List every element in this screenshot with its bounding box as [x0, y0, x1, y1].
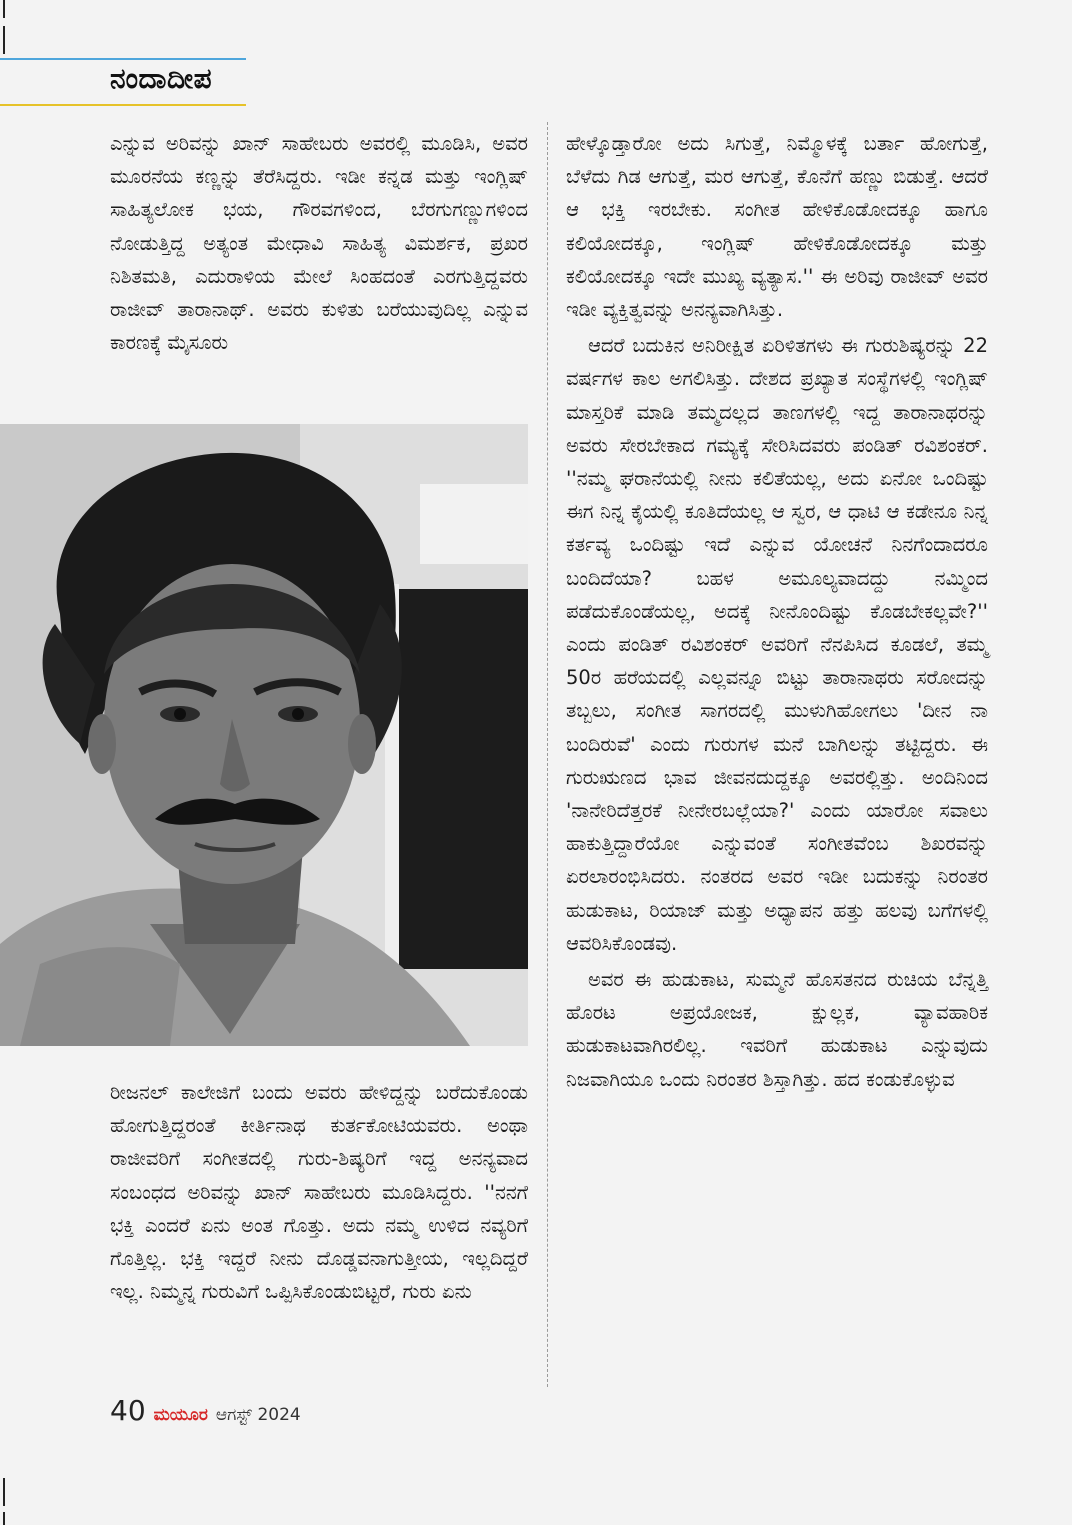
right-column [566, 127, 988, 1096]
paragraph: ಹೇಳ್ಕೊಡ್ತಾರೋ ಅದು ಸಿಗುತ್ತೆ, ನಿಮ್ಮೊಳಕ್ಕೆ ಬರ್ತಾ ಹೋಗುತ್ತೆ, ಬೆಳೆದು ಗಿಡ ಆಗುತ್ತೆ, ಮರ ಆಗುತ್ತೆ, ಕೊನೆಗೆ ಹಣ್ಣು ಬಿಡುತ್ತೆ. ಆದರೆ ಆ ಭಕ್ತಿ ಇರಬೇಕು. ಸಂಗೀತ ಹೇಳಿಕೊಡೋದಕ್ಕೂ ಹಾಗೂ ಕಲಿಯೋದಕ್ಕೂ, ಇಂಗ್ಲಿಷ್ ಹೇಳಿಕೊಡೋದಕ್ಕೂ ಮತ್ತು ಕಲಿಯೋದಕ್ಕೂ ಇದೇ ಮುಖ್ಯ ವ್ಯತ್ಯಾಸ.'' ಈ ಅರಿವು ರಾಜೀವ್ ಅವರ ಇಡೀ ವ್ಯಕ್ತಿತ್ವವನ್ನು ಅನನ್ಯವಾಗಿಸಿತ್ತು. [566, 132, 988, 322]
paragraph: ರೀಜನಲ್ ಕಾಲೇಜಿಗೆ ಬಂದು ಅವರು ಹೇಳಿದ್ದನ್ನು ಬರೆದುಕೊಂಡು ಹೋಗುತ್ತಿದ್ದರಂತೆ ಕೀರ್ತಿನಾಥ ಕುರ್ತಕೋಟಿಯವರು. ಅಂಥಾ ರಾಜೀವರಿಗೆ ಸಂಗೀತದಲ್ಲಿ ಗುರು-ಶಿಷ್ಯರಿಗೆ ಇದ್ದ ಅನನ್ಯವಾದ ಸಂಬಂಧದ ಅರಿವನ್ನು ಖಾನ್ ಸಾಹೇಬರು ಮೂಡಿಸಿದ್ದರು. ''ನನಗೆ ಭಕ್ತಿ ಎಂದರೆ ಏನು ಅಂತ ಗೊತ್ತು. ಅದು ನಮ್ಮ ಉಳಿದ ನವ್ಯರಿಗೆ ಗೊತ್ತಿಲ್ಲ. ಭಕ್ತಿ ಇದ್ದರೆ ನೀನು ದೊಡ್ಡವನಾಗುತ್ತೀಯ, ಇಲ್ಲದಿದ್ದರೆ ಇಲ್ಲ. ನಿಮ್ಮನ್ನ ಗುರುವಿಗೆ ಒಪ್ಪಿಸಿಕೊಂಡುಬಿಟ್ಟರೆ, ಗುರು ಏನು [110, 1081, 528, 1304]
page-number: 40 [110, 1394, 146, 1427]
crop-mark-bottom-left [3, 1478, 5, 1506]
left-column-top [110, 127, 528, 359]
paragraph: ಆದರೆ ಬದುಕಿನ ಅನಿರೀಕ್ಷಿತ ಏರಿಳಿತಗಳು ಈ ಗುರುಶಿಷ್ಯರನ್ನು 22 ವರ್ಷಗಳ ಕಾಲ ಅಗಲಿಸಿತ್ತು. ದೇಶದ ಪ್ರಖ್ಯಾತ ಸಂಸ್ಥೆಗಳಲ್ಲಿ ಇಂಗ್ಲಿಷ್ ಮಾಸ್ತರಿಕೆ ಮಾಡಿ ತಮ್ಮದಲ್ಲದ ತಾಣಗಳಲ್ಲಿ ಇದ್ದ ತಾರಾನಾಥರನ್ನು ಅವರು ಸೇರಬೇಕಾದ ಗಮ್ಯಕ್ಕೆ ಸೇರಿಸಿದವರು ಪಂಡಿತ್ ರವಿಶಂಕರ್. ''ನಮ್ಮ ಘರಾನೆಯಲ್ಲಿ ನೀನು ಕಲಿತೆಯಲ್ಲ, ಅದು ಏನೋ ಒಂದಿಷ್ಟು ಈಗ ನಿನ್ನ ಕೈಯಲ್ಲಿ ಕೂತಿದೆಯಲ್ಲ ಆ ಸ್ವರ, ಆ ಧಾಟಿ ಆ ಕಡೇನೂ ನಿನ್ನ ಕರ್ತವ್ಯ ಒಂದಿಷ್ಟು ಇದೆ ಎನ್ನುವ ಯೋಚನೆ ನಿನಗೆಂದಾದರೂ ಬಂದಿದೆಯಾ? ಬಹಳ ಅಮೂಲ್ಯವಾದದ್ದು ನಮ್ಮಿಂದ ಪಡೆದುಕೊಂಡೆಯಲ್ಲ, ಅದಕ್ಕೆ ನೀನೊಂದಿಷ್ಟು ಕೊಡಬೇಕಲ್ಲವೇ?'' ಎಂದು ಪಂಡಿತ್ ರವಿಶಂಕರ್ ಅವರಿಗೆ ನೆನಪಿಸಿದ ಕೂಡಲೆ, ತಮ್ಮ 50ರ ಹರೆಯದಲ್ಲಿ ಎಲ್ಲವನ್ನೂ ಬಿಟ್ಟು ತಾರಾನಾಥರು ಸರೋದನ್ನು ತಬ್ಬಲು, ಸಂಗೀತ ಸಾಗರದಲ್ಲಿ ಮುಳುಗಿಹೋಗಲು 'ದೀನ ನಾ ಬಂದಿರುವೆ' ಎಂದು ಗುರುಗಳ ಮನೆ ಬಾಗಿಲನ್ನು ತಟ್ಟಿದ್ದರು. ಈ ಗುರುಋಣದ ಭಾವ ಜೀವನದುದ್ದಕ್ಕೂ ಅವರಲ್ಲಿತ್ತು. ಅಂದಿನಿಂದ 'ನಾನೇರಿದೆತ್ತರಕೆ ನೀನೇರಬಲ್ಲೆಯಾ?' ಎಂದು ಯಾರೋ ಸವಾಲು ಹಾಕುತ್ತಿದ್ದಾರೆಯೋ ಎನ್ನುವಂತೆ ಸಂಗೀತವೆಂಬ ಶಿಖರವನ್ನು ಏರಲಾರಂಭಿಸಿದರು. ನಂತರದ ಅವರ ಇಡೀ ಬದುಕನ್ನು ನಿರಂತರ ಹುಡುಕಾಟ, ರಿಯಾಜ್ ಮತ್ತು ಅಧ್ಯಾಪನ ಹತ್ತು ಹಲವು ಬಗೆಗಳಲ್ಲಿ ಆವರಿಸಿಕೊಂಡವು. [566, 334, 988, 955]
portrait-photo [0, 424, 528, 1046]
portrait-illustration [0, 424, 528, 1046]
header-accent-top [0, 58, 246, 60]
page-footer [110, 1394, 301, 1427]
left-column-bottom [110, 1076, 528, 1308]
section-title: ನಂದಾದೀಪ [110, 62, 213, 95]
magazine-name: ಮಯೂರ [153, 1405, 208, 1425]
crop-mark-top-left-mid [3, 26, 5, 54]
paragraph: ಅವರ ಈ ಹುಡುಕಾಟ, ಸುಮ್ಮನೆ ಹೊಸತನದ ರುಚಿಯ ಬೆನ್ನತ್ತಿ ಹೊರಟ ಅಪ್ರಯೋಜಕ, ಕ್ಷುಲ್ಲಕ, ವ್ಯಾವಹಾರಿಕ ಹುಡುಕಾಟವಾಗಿರಲಿಲ್ಲ. ಇವರಿಗೆ ಹುಡುಕಾಟ ಎನ್ನುವುದು ನಿಜವಾಗಿಯೂ ಒಂದು ನಿರಂತರ ಶಿಸ್ತಾಗಿತ್ತು. ಹದ ಕಂಡುಕೊಳ್ಳುವ [566, 968, 988, 1091]
crop-mark-top-left [3, 0, 5, 18]
crop-mark-bottom-left-low [3, 1512, 5, 1525]
issue-date: ಆಗಸ್ಟ್ 2024 [215, 1405, 301, 1425]
paragraph: ಎನ್ನುವ ಅರಿವನ್ನು ಖಾನ್ ಸಾಹೇಬರು ಅವರಲ್ಲಿ ಮೂಡಿಸಿ, ಅವರ ಮೂರನೆಯ ಕಣ್ಣನ್ನು ತೆರೆಸಿದ್ದರು. ಇಡೀ ಕನ್ನಡ ಮತ್ತು ಇಂಗ್ಲಿಷ್ ಸಾಹಿತ್ಯಲೋಕ ಭಯ, ಗೌರವಗಳಿಂದ, ಬೆರಗುಗಣ್ಣುಗಳಿಂದ ನೋಡುತ್ತಿದ್ದ ಅತ್ಯಂತ ಮೇಧಾವಿ ಸಾಹಿತ್ಯ ವಿಮರ್ಶಕ, ಪ್ರಖರ ನಿಶಿತಮತಿ, ಎದುರಾಳಿಯ ಮೇಲೆ ಸಿಂಹದಂತೆ ಎರಗುತ್ತಿದ್ದವರು ರಾಜೀವ್ ತಾರಾನಾಥ್. ಅವರು ಕುಳಿತು ಬರೆಯುವುದಿಲ್ಲ ಎನ್ನುವ ಕಾರಣಕ್ಕೆ ಮೈಸೂರು [110, 132, 528, 355]
column-divider [547, 122, 548, 1387]
header-accent-bottom [0, 104, 246, 106]
